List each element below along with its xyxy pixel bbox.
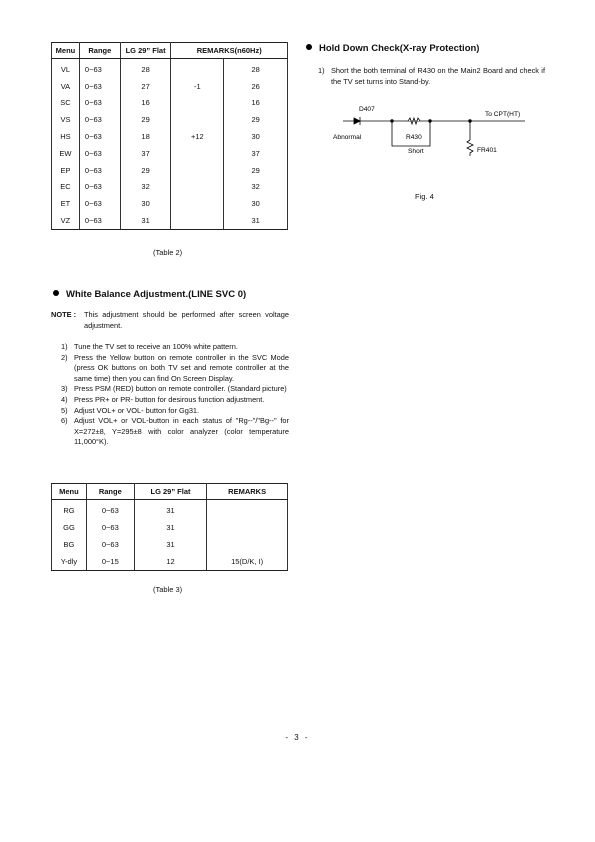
white-balance-heading: White Balance Adjustment.(LINE SVC 0) <box>53 289 246 300</box>
flat-cell: 32 <box>120 179 171 196</box>
table-row <box>52 95 288 112</box>
to-cpt-label: To CPT(HT) <box>485 111 521 118</box>
menu-cell: ET <box>52 195 80 212</box>
remark-value-cell: 29 <box>224 162 288 179</box>
step-text: Adjust VOL+ or VOL- button for Gg31. <box>74 405 200 415</box>
remark-offset-cell: +12 <box>171 128 224 145</box>
diode-icon <box>354 117 360 125</box>
menu-cell: VS <box>52 111 80 128</box>
remark-offset-cell <box>171 95 224 112</box>
table-header-row <box>52 484 288 500</box>
step-text: Tune the TV set to receive an 100% white pattern. <box>74 342 238 351</box>
hold-down-heading: Hold Down Check(X-ray Protection) <box>306 43 479 54</box>
note-label: NOTE : <box>51 310 77 319</box>
d407-label: D407 <box>359 106 375 113</box>
step-number: 2) <box>61 352 68 362</box>
table-row <box>52 212 288 229</box>
resistor-r430-icon <box>408 118 420 124</box>
step-text: Press PSM (RED) button on remote controller. (Standard picture) <box>74 384 287 394</box>
remark-value-cell: 28 <box>224 59 288 78</box>
range-cell: 0~63 <box>86 536 134 553</box>
step-text: Short the both terminal of R430 on the Main2 Board and check if the TV set turns into Stand-by. <box>331 66 545 86</box>
table-row <box>52 128 288 145</box>
range-cell: 0~63 <box>79 212 120 229</box>
step-item <box>61 406 289 417</box>
col-header-menu: Menu <box>52 43 80 59</box>
x-ray-protection-circuit-diagram <box>330 100 530 170</box>
remark-cell <box>207 519 288 536</box>
step-number: 3) <box>61 384 68 394</box>
table-3-caption: (Table 3) <box>153 585 183 594</box>
remark-cell <box>207 500 288 520</box>
remark-value-cell: 29 <box>224 111 288 128</box>
range-cell: 0~63 <box>79 162 120 179</box>
menu-cell: Y-dly <box>52 553 87 571</box>
range-cell: 0~63 <box>79 179 120 196</box>
step-item <box>61 416 289 448</box>
table-row <box>52 195 288 212</box>
table-row <box>52 553 288 571</box>
r430-label: R430 <box>406 134 422 141</box>
table-row <box>52 59 288 78</box>
flat-cell: 28 <box>120 59 171 78</box>
bullet-icon <box>306 44 312 50</box>
remark-offset-cell <box>171 195 224 212</box>
flat-cell: 12 <box>134 553 207 571</box>
white-balance-steps <box>61 342 289 448</box>
remark-cell <box>207 536 288 553</box>
remark-value-cell: 37 <box>224 145 288 162</box>
step-item <box>61 395 289 406</box>
col-header-flat: LG 29” Flat <box>134 484 207 500</box>
flat-cell: 37 <box>120 145 171 162</box>
table-row <box>52 111 288 128</box>
flat-cell: 30 <box>120 195 171 212</box>
bullet-icon <box>53 290 59 296</box>
table-header-row <box>52 43 288 59</box>
step-item <box>61 353 289 385</box>
note-text: This adjustment should be performed after screen voltage adjustment. <box>84 310 289 330</box>
flat-cell: 31 <box>134 536 207 553</box>
table-row <box>52 500 288 520</box>
menu-cell: EC <box>52 179 80 196</box>
range-cell: 0~63 <box>79 128 120 145</box>
remark-cell: 15(D/K, I) <box>207 553 288 571</box>
step-number: 4) <box>61 394 68 404</box>
remark-offset-cell <box>171 145 224 162</box>
flat-cell: 29 <box>120 111 171 128</box>
flat-cell: 16 <box>120 95 171 112</box>
range-cell: 0~63 <box>86 500 134 520</box>
range-cell: 0~15 <box>86 553 134 571</box>
remark-offset-cell <box>171 162 224 179</box>
menu-cell: HS <box>52 128 80 145</box>
menu-cell: EP <box>52 162 80 179</box>
range-cell: 0~63 <box>79 145 120 162</box>
table-3 <box>51 483 288 571</box>
figure-4-caption: Fig. 4 <box>415 192 434 201</box>
menu-cell: SC <box>52 95 80 112</box>
step-number: 1) <box>318 66 325 75</box>
col-header-range: Range <box>86 484 134 500</box>
range-cell: 0~63 <box>79 111 120 128</box>
flat-cell: 31 <box>134 519 207 536</box>
step-text: Press PR+ or PR- button for desirous function adjustment. <box>74 394 265 404</box>
menu-cell: BG <box>52 536 87 553</box>
col-header-menu: Menu <box>52 484 87 500</box>
remark-value-cell: 16 <box>224 95 288 112</box>
range-cell: 0~63 <box>86 519 134 536</box>
col-header-range: Range <box>79 43 120 59</box>
remark-offset-cell <box>171 212 224 229</box>
table-2 <box>51 42 288 230</box>
flat-cell: 18 <box>120 128 171 145</box>
step-item <box>61 342 289 353</box>
flat-cell: 31 <box>120 212 171 229</box>
range-cell: 0~63 <box>79 95 120 112</box>
step-item <box>61 384 289 395</box>
remark-offset-cell <box>171 111 224 128</box>
flat-cell: 27 <box>120 78 171 95</box>
remark-value-cell: 32 <box>224 179 288 196</box>
step-text: Press the Yellow button on remote controller in the SVC Mode (press OK buttons on both TV set and remote controller at the same time) then you can find On Screen Display. <box>74 352 289 383</box>
step-number: 1) <box>61 342 68 351</box>
table-row <box>52 179 288 196</box>
table-row <box>52 519 288 536</box>
menu-cell: VZ <box>52 212 80 229</box>
range-cell: 0~63 <box>79 59 120 78</box>
menu-cell: RG <box>52 500 87 520</box>
remark-offset-cell: -1 <box>171 78 224 95</box>
range-cell: 0~63 <box>79 78 120 95</box>
table-row <box>52 162 288 179</box>
remark-offset-cell <box>171 179 224 196</box>
table-row <box>52 536 288 553</box>
range-cell: 0~63 <box>79 195 120 212</box>
fr401-label: FR401 <box>477 147 497 154</box>
flat-cell: 31 <box>134 500 207 520</box>
menu-cell: VL <box>52 59 80 78</box>
menu-cell: GG <box>52 519 87 536</box>
page-number: - 3 - <box>285 733 310 742</box>
table-row <box>52 78 288 95</box>
col-header-flat: LG 29” Flat <box>120 43 171 59</box>
menu-cell: VA <box>52 78 80 95</box>
hold-down-step <box>318 66 545 87</box>
remark-value-cell: 26 <box>224 78 288 95</box>
menu-cell: EW <box>52 145 80 162</box>
resistor-fr401-icon <box>467 140 473 156</box>
remark-value-cell: 30 <box>224 195 288 212</box>
col-header-remarks: REMARKS(n60Hz) <box>171 43 288 59</box>
short-label: Short <box>408 148 424 155</box>
step-text: Adjust VOL+ or VOL-button in each status of "Rg--"/"Bg--" for X=272±8, Y=295±8 with color analyzer (color temperature 11,000°K). <box>74 416 289 447</box>
note-block <box>51 310 289 331</box>
remark-value-cell: 30 <box>224 128 288 145</box>
remark-offset-cell <box>171 59 224 78</box>
table-row <box>52 145 288 162</box>
step-number: 5) <box>61 405 68 415</box>
step-number: 6) <box>61 416 68 426</box>
col-header-remarks: REMARKS <box>207 484 288 500</box>
flat-cell: 29 <box>120 162 171 179</box>
abnormal-label: Abnormal <box>333 134 362 141</box>
table-2-caption: (Table 2) <box>153 248 183 257</box>
remark-value-cell: 31 <box>224 212 288 229</box>
